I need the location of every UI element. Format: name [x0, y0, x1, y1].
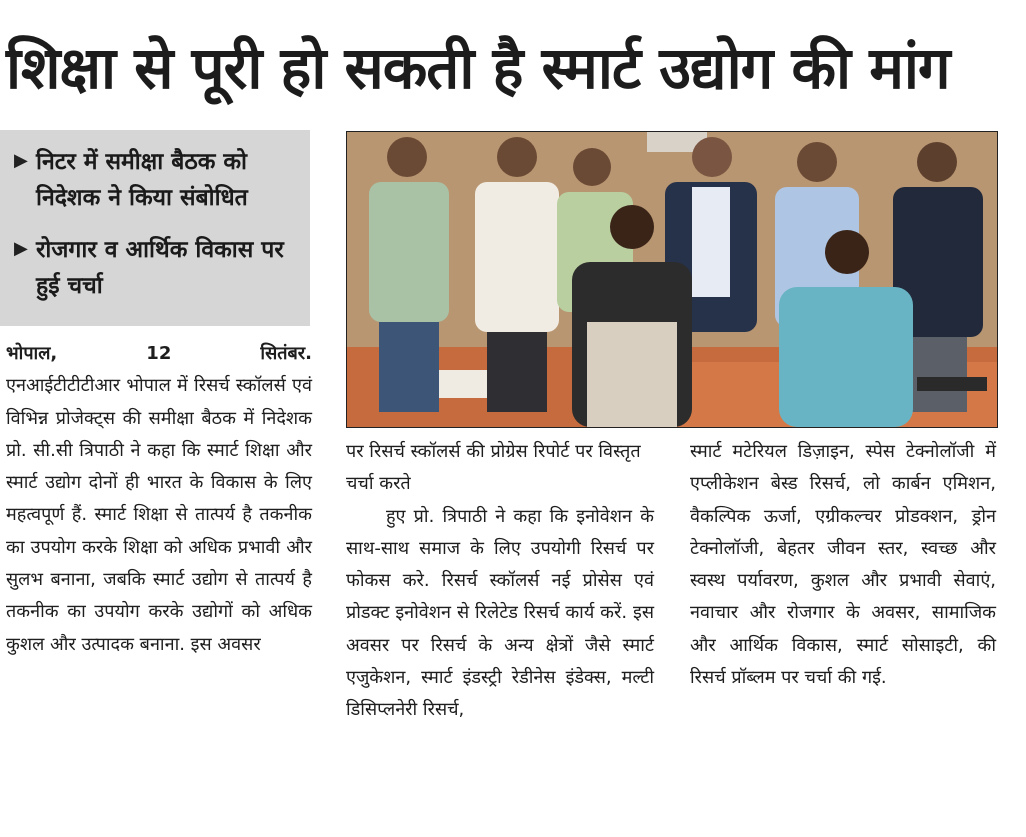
highlights-box	[0, 130, 310, 326]
dateline-month: सितंबर.	[260, 343, 312, 364]
article-column-3	[690, 436, 996, 694]
dateline	[6, 338, 312, 370]
highlight-item	[14, 144, 300, 216]
article-paragraph: पर रिसर्च स्कॉलर्स की प्रोग्रेस रिपोर्ट पर विस्तृत चर्चा करते	[346, 441, 641, 495]
triangle-bullet-icon: ▶	[14, 238, 28, 259]
article-column-1	[6, 338, 312, 661]
article-paragraph: हुए प्रो. त्रिपाठी ने कहा कि इनोवेशन के साथ-साथ समाज के लिए उपयोगी रिसर्च पर फोकस करे. रिसर्च स्कॉलर्स नई प्रोसेस एवं प्रोडक्ट इनोवेशन से रिलेटेड रिसर्च कार्य करें. इस अवसर पर रिसर्च के अन्य क्षेत्रों जैसे स्मार्ट एजुकेशन, स्मार्ट इंडस्ट्री रेडीनेस इंडेक्स, मल्टी डिसिप्लनेरी रिसर्च,	[346, 505, 654, 721]
dateline-day: 12	[146, 343, 172, 364]
triangle-bullet-icon: ▶	[14, 150, 28, 171]
news-photo	[346, 131, 998, 428]
highlight-item	[14, 232, 300, 304]
highlight-text: रोजगार व आर्थिक विकास पर हुई चर्चा	[36, 237, 284, 299]
headline: शिक्षा से पूरी हो सकती है स्मार्ट उद्योग की मांग	[6, 34, 950, 102]
group-photo-illustration	[347, 132, 997, 427]
highlight-text: निटर में समीक्षा बैठक को निदेशक ने किया संबोधित	[36, 149, 248, 211]
article-paragraph: स्मार्ट मटेरियल डिज़ाइन, स्पेस टेक्नोलॉजी में एप्लीकेशन बेस्ड रिसर्च, लो कार्बन एमिशन, वैकल्पिक ऊर्जा, एग्रीकल्चर प्रोडक्शन, ड्रोन टेक्नोलॉजी, बेहतर जीवन स्तर, स्वच्छ और स्वस्थ पर्यावरण, कुशल और प्रभावी सेवाएं, नवाचार और रोजगार के अवसर, सामाजिक और आर्थिक विकास, स्मार्ट सोसाइटी, की रिसर्च प्रॉब्लम पर चर्चा की गई.	[690, 441, 996, 689]
article-column-2	[346, 436, 654, 727]
dateline-city: भोपाल,	[6, 343, 58, 364]
article-paragraph: एनआईटीटीटीआर भोपाल में रिसर्च स्कॉलर्स एवं विभिन्न प्रोजेक्ट्स की समीक्षा बैठक में निदेशक प्रो. सी.सी त्रिपाठी ने कहा कि स्मार्ट शिक्षा और स्मार्ट उद्योग दोनों ही भारत के विकास के लिए महत्वपूर्ण हैं. स्मार्ट शिक्षा से तात्पर्य है तकनीक का उपयोग करके शिक्षा को अधिक प्रभावी और सुलभ बनाना, जबकि स्मार्ट उद्योग से तात्पर्य है तकनीक का उपयोग करके उद्योगों को अधिक कुशल और उत्पादक बनाना. इस अवसर	[6, 375, 312, 655]
